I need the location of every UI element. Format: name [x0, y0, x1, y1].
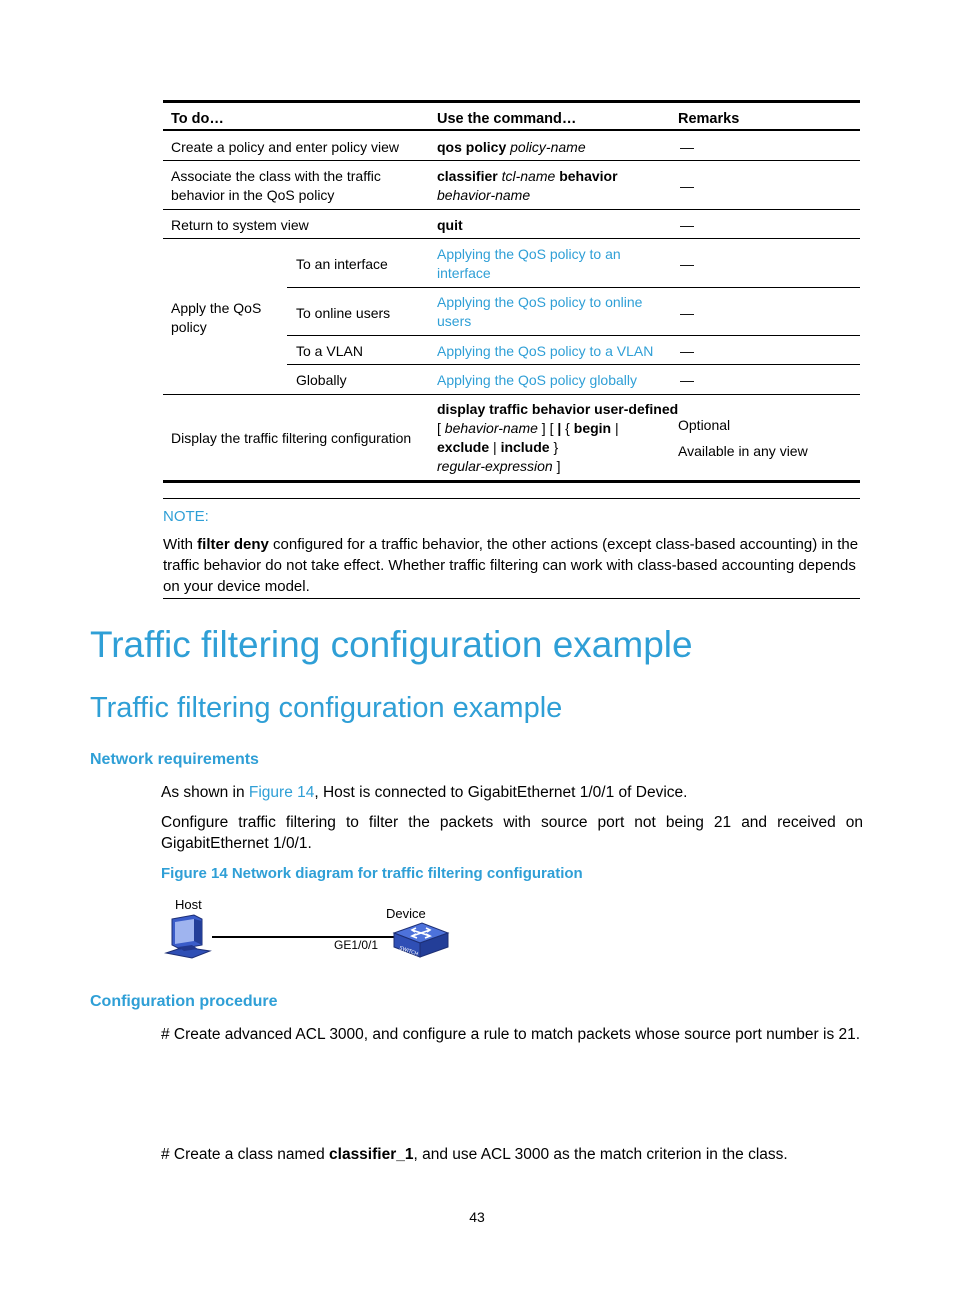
remark-cell: — [680, 372, 694, 388]
target-cell: Globally [296, 372, 347, 388]
header-remarks: Remarks [678, 111, 740, 127]
command-cell: classifier tcl-name behavior behavior-name [437, 168, 618, 203]
switch-text: SWITCH [398, 945, 419, 958]
row-divider [287, 287, 860, 288]
apply-qos-label: Apply the QoS policy [171, 300, 262, 335]
config-step-1: # Create advanced ACL 3000, and configure a rule to match packets whose source port number is 21. [161, 1026, 861, 1043]
config-step-2: # Create a class named classifier_1, and use ACL 3000 as the match criterion in the class. [161, 1146, 788, 1163]
remark-cell: — [680, 305, 694, 321]
command-cell: display traffic behavior user-defined [ behavior-name ] [ | { begin | exclude | include } regular-expression ] [437, 401, 679, 474]
target-cell: To online users [296, 305, 391, 321]
row-divider [287, 335, 860, 336]
table-top-rule [163, 100, 860, 103]
link-apply-online-users[interactable]: Applying the QoS policy to online users [437, 294, 643, 329]
command-cell: qos policy policy-name [437, 139, 586, 155]
figure-14-link[interactable]: Figure 14 [248, 784, 315, 801]
header-rule [163, 129, 860, 131]
section-title: Traffic filtering configuration example [90, 692, 563, 724]
chapter-title: Traffic filtering configuration example [90, 624, 693, 665]
remark-cell: — [680, 217, 694, 233]
row-divider [163, 394, 860, 395]
todo-cell: Create a policy and enter policy view [171, 139, 400, 155]
target-cell: To an interface [296, 256, 388, 272]
target-cell: To a VLAN [296, 343, 363, 359]
link-apply-interface[interactable]: Applying the QoS policy to an interface [437, 246, 621, 281]
port-label: GE1/0/1 [334, 938, 379, 952]
todo-cell: Display the traffic filtering configuration [171, 430, 412, 446]
device-label: Device [386, 906, 426, 921]
table-bottom-rule [163, 480, 860, 483]
remark-cell: — [680, 343, 694, 359]
row-divider [163, 209, 860, 210]
row-divider [163, 160, 860, 161]
row-divider [287, 364, 860, 365]
todo-cell: Associate the class with the traffic behavior in the QoS policy [171, 168, 381, 203]
network-requirements-heading: Network requirements [90, 751, 259, 768]
link-line [212, 936, 400, 938]
host-computer-icon [164, 913, 214, 959]
header-todo: To do… [171, 111, 224, 127]
command-cell: quit [437, 217, 463, 233]
remark-cell: — [680, 139, 694, 155]
page-number: 43 [469, 1209, 485, 1225]
remark-cell: Optional Available in any view [678, 417, 808, 459]
host-label: Host [175, 897, 202, 912]
row-divider [163, 238, 860, 239]
note-box [163, 498, 860, 599]
figure-caption: Figure 14 Network diagram for traffic filtering configuration [161, 865, 583, 882]
switch-icon [392, 919, 450, 959]
note-label: NOTE: [163, 508, 209, 525]
header-command: Use the command… [437, 111, 577, 127]
link-apply-vlan[interactable]: Applying the QoS policy to a VLAN [437, 343, 654, 359]
todo-cell: Return to system view [171, 217, 309, 233]
network-diagram [160, 893, 460, 963]
note-text: With filter deny configured for a traffic behavior, the other actions (except class-based accounting) in the traffic behavior do not take effect. Whether traffic filtering can work with class-based accounting depends on your device model. [163, 536, 859, 595]
remark-cell: — [680, 178, 694, 194]
configuration-procedure-heading: Configuration procedure [90, 993, 278, 1010]
network-paragraph-2: Configure traffic filtering to filter the packets with source port not being 21 and received on GigabitEthernet 1/0/1. [161, 814, 863, 852]
network-paragraph-1: As shown in Figure 14, Host is connected to GigabitEthernet 1/0/1 of Device. [161, 784, 688, 801]
link-apply-globally[interactable]: Applying the QoS policy globally [437, 372, 638, 388]
remark-cell: — [680, 256, 694, 272]
